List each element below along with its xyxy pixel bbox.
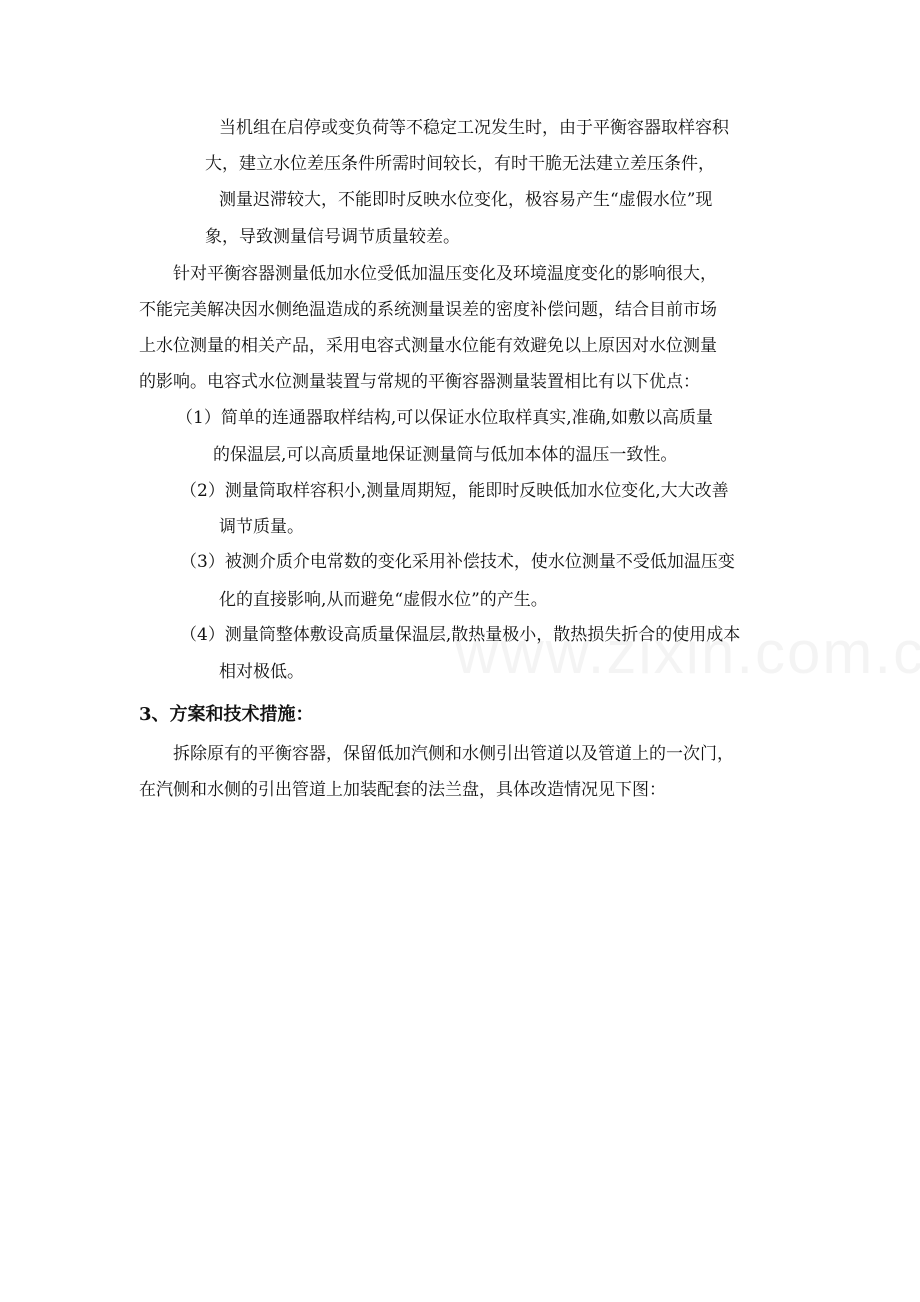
paragraph1-line-4: 的影响。电容式水位测量装置与常规的平衡容器测量装置相比有以下优点：	[139, 372, 700, 392]
advantage-2-line-2: 调节质量。	[219, 517, 304, 537]
paragraph1-line-3: 上水位测量的相关产品，采用电容式测量水位能有效避免以上原因对水位测量	[139, 336, 717, 356]
section-3-heading: 3、方案和技术措施：	[139, 704, 314, 725]
advantage-1-line-1: （1）简单的连通器取样结构,可以保证水位取样真实,准确,如敷以高质量	[176, 408, 714, 428]
block1-line-1: 当机组在启停或变负荷等不稳定工况发生时，由于平衡容器取样容积	[219, 118, 729, 138]
advantage-3-line-2: 化的直接影响,从而避免“虚假水位”的产生。	[219, 590, 548, 610]
advantage-2-line-1: （2）测量筒取样容积小,测量周期短，能即时反映低加水位变化,大大改善	[180, 481, 729, 501]
block1-line-3: 测量迟滞较大，不能即时反映水位变化，极容易产生“虚假水位”现	[219, 190, 713, 210]
advantage-4-line-2: 相对极低。	[219, 662, 304, 682]
advantage-1-line-2: 的保温层,可以高质量地保证测量筒与低加本体的温压一致性。	[213, 445, 678, 465]
block1-line-2: 大，建立水位差压条件所需时间较长，有时干脆无法建立差压条件，	[205, 154, 715, 174]
block1-line-4: 象，导致测量信号调节质量较差。	[205, 227, 460, 247]
paragraph1-line-1: 针对平衡容器测量低加水位受低加温压变化及环境温度变化的影响很大，	[173, 264, 717, 284]
advantage-3-line-1: （3）被测介质介电常数的变化采用补偿技术，使水位测量不受低加温压变	[180, 552, 735, 572]
section3-line-1: 拆除原有的平衡容器，保留低加汽侧和水侧引出管道以及管道上的一次门，	[173, 744, 734, 764]
section3-line-2: 在汽侧和水侧的引出管道上加装配套的法兰盘，具体改造情况见下图：	[139, 780, 666, 800]
paragraph1-line-2: 不能完美解决因水侧绝温造成的系统测量误差的密度补偿问题，结合目前市场	[139, 300, 717, 320]
advantage-4-line-1: （4）测量筒整体敷设高质量保温层,散热量极小，散热损失折合的使用成本	[180, 625, 741, 645]
